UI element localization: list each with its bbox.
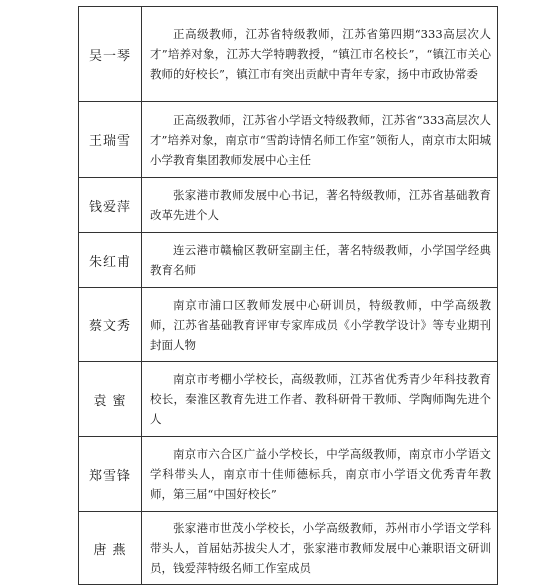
person-name: 钱爱萍 (79, 178, 142, 233)
person-bio: 南京市考棚小学校长，高级教师，江苏省优秀青少年科技教育校长，秦淮区教育先进工作者、教科研骨干教师、学陶师陶先进个人 (142, 362, 498, 437)
person-bio: 正高级教师，江苏省特级教师，江苏省第四期“333高层次人才”培养对象，江苏大学特聘教授，“镇江市名校长”，“镇江市关心教师的好校长”，镇江市有突出贡献中青年专家，扬中市政协常委 (142, 7, 498, 102)
table-row (79, 102, 498, 178)
person-name: 王瑞雪 (79, 102, 142, 178)
person-name: 吴一琴 (79, 7, 142, 102)
person-name: 唐 燕 (79, 512, 142, 585)
table-row (79, 437, 498, 512)
person-name: 袁 蜜 (79, 362, 142, 437)
table-row (79, 362, 498, 437)
table-row (79, 512, 498, 585)
person-bio: 连云港市赣榆区教研室副主任，著名特级教师，小学国学经典教育名师 (142, 233, 498, 288)
profiles-table (78, 6, 498, 585)
person-name: 郑雪锋 (79, 437, 142, 512)
person-bio: 正高级教师，江苏省小学语文特级教师，江苏省“333高层次人才”培养对象，南京市“雪韵诗情名师工作室”领衔人，南京市太阳城小学教育集团教师发展中心主任 (142, 102, 498, 178)
person-name: 蔡文秀 (79, 288, 142, 362)
table-row (79, 233, 498, 288)
person-name: 朱红甫 (79, 233, 142, 288)
table-row (79, 288, 498, 362)
table-row (79, 7, 498, 102)
person-bio: 南京市六合区广益小学校长，中学高级教师，南京市小学语文学科带头人，南京市十佳师德标兵，南京市小学语文优秀青年教师，第三届“中国好校长” (142, 437, 498, 512)
table-row (79, 178, 498, 233)
person-bio: 南京市浦口区教师发展中心研训员，特级教师，中学高级教师，江苏省基础教育评审专家库成员《小学教学设计》等专业期刊封面人物 (142, 288, 498, 362)
person-bio: 张家港市世茂小学校长，小学高级教师，苏州市小学语文学科带头人，首届姑苏拔尖人才，张家港市教师发展中心兼职语文研训员，钱爱萍特级名师工作室成员 (142, 512, 498, 585)
person-bio: 张家港市教师发展中心书记，著名特级教师，江苏省基础教育改革先进个人 (142, 178, 498, 233)
